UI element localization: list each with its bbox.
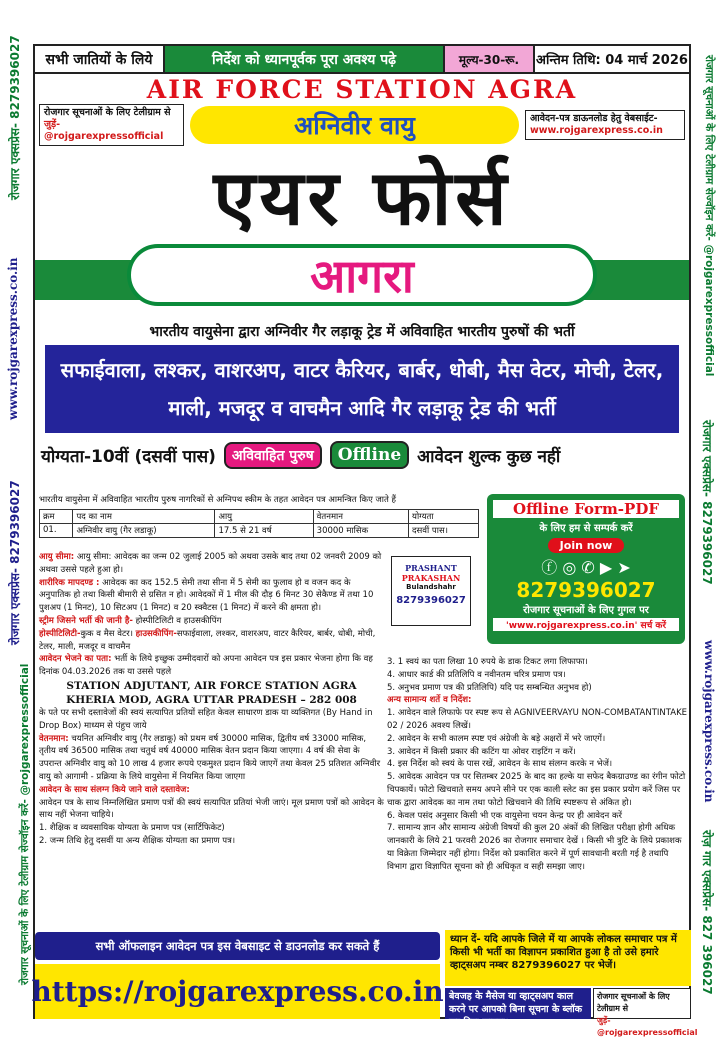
age-text: आयु सीमा: आवेदक का जन्म 02 जुलाई 2005 को अथवा उसके बाद तथा 02 जनवरी 2009 को अथवा उससे पहले हुआ हो। (39, 552, 382, 575)
table-header: क्रम (40, 509, 73, 523)
instruction-text: आवेदन वाले लिफाफे पर स्पष्ट रूप से AGNIVEERVAYU NON-COMBATANTINTAKE 02 / 2026 अवश्य लिखें। (387, 708, 688, 731)
facebook-icon[interactable]: ⓕ (541, 558, 558, 577)
website-link[interactable]: https://rojgarexpress.co.in (35, 964, 440, 1019)
eligibility: योग्यता-10वीं (दसवीं पास) (41, 446, 216, 467)
doc-item: 1. शैक्षिक व व्यवसायिक योग्यता के प्रमाण पत्र (सार्टिफिकेट) (39, 823, 225, 834)
instruction-item: 1. आवेदन वाले लिफाफे पर स्पष्ट रूप से AGNIVEERVAYU NON-COMBATANTINTAKE 02 / 2026 अवश्य लिखें। (387, 708, 688, 731)
agra-section (35, 244, 689, 316)
telegram-footer (593, 988, 698, 1037)
side-text-left-mid: www.rojgarexpress.co.in (6, 257, 20, 420)
telegram-box (39, 104, 184, 146)
logo-name2: PRAKASHAN (401, 573, 461, 583)
table-header: वेतनमान (313, 509, 408, 523)
side-text-right-bottom: रोज़ गार एक्सप्रेस- 827 396027 (700, 830, 714, 995)
phys-label: शारीरिक मापदण्ड : (39, 577, 100, 588)
send-label: आवेदन भेजने का पता: (39, 654, 112, 665)
address-after: के पते पर सभी दस्तावेजों की स्वयं सत्यापित प्रतियों सहित केवल साधारण डाक या व्यक्तिगत (By Hand in Drop Box) माध्यम से पंहुच जाये (39, 707, 373, 731)
offline-badge: Offline (330, 441, 409, 469)
promo-title: Offline Form-PDF (493, 500, 679, 518)
table-header: आयु (215, 509, 313, 523)
house-text: सफाईवाला, लश्कर, वाशरअप, वाटर कैरियर, बार्बर, धोबी, मोची, टेलर, माली, मजदूर व वाचमैन (39, 628, 376, 652)
posts-banner: सफाईवाला, लश्कर, वाशरअप, वाटर कैरियर, बार्बर, धोबी, मैस वेटर, मोची, टेलर, माली, मजदूर व वाचमैन आदि गैर लड़ाकू ट्रेड की भर्ती (45, 345, 679, 433)
other-label: अन्य सामान्य शर्ते व निर्देश: (387, 695, 472, 706)
eligibility-row (35, 433, 689, 473)
stream-text: होस्पीटिलिटी व हाउसकीपिंग (135, 615, 222, 626)
big-title: एयर फोर्स (213, 152, 511, 242)
subheading: भारतीय वायुसेना द्वारा अग्निवीर गैर लड़ाकू ट्रेड में अविवाहित भारतीय पुरुषों की भर्ती (149, 324, 575, 340)
social-icons (493, 555, 679, 578)
no-fee: आवेदन शुल्क कुछ नहीं (417, 446, 561, 467)
side-text-right-mid: रोजगार एक्सप्रेस- 8279396027 (700, 420, 714, 585)
telegram-icon[interactable]: ➤ (617, 558, 631, 577)
table-header: पद का नाम (73, 509, 215, 523)
posts-table (39, 509, 479, 538)
side-text-right-top: रोजगार सूचनाओं के लिए टेलीग्राम सेज्वॉइन करें- @rojgarexpressofficial (703, 55, 715, 377)
right-column (387, 656, 689, 874)
address-line1: STATION ADJUTANT, AIR FORCE STATION AGRA (66, 679, 357, 692)
instruction-item: 5. आवेदक आवेदन पत्र पर सितम्बर 2025 के बाद का हल्के या सफेद बैकग्राउण्ड का रंगीन फोटो चिपकायें। फोटो खिचवाते समय अपने सीने पर एक काली स्लेट का इस प्रकार प्रयोग करें जिस पर चाक द्वारा आवेदक का नाम तथा फोटो खिचवाने की तिथि स्पष्टरूप से अंकित हो। (387, 772, 686, 808)
side-text-left-bottom: रोजगार सूचनाओं के लिए टेलीग्राम सेज्वॉइन करें- @rojgarexpressofficial (19, 663, 31, 985)
hosp-label: होस्पीटिलिटी- (39, 628, 81, 639)
telegram-line2: जुड़ें- @rojgarexpressofficial (44, 119, 164, 142)
instruction-text: आवेदन के सभी कालम स्पष्ट एवं अंग्रेजी के बड़े अक्षरों में भरे जाएगें। (397, 733, 606, 744)
instruction-item: 2. आवेदन के सभी कालम स्पष्ट एवं अंग्रेजी के बड़े अक्षरों में भरे जाएगें। (387, 733, 606, 744)
last-date: अन्तिम तिथि: 04 मार्च 2026 (536, 53, 688, 68)
instruction-text: सामान्य ज्ञान और सामान्य अंग्रेजी विषयों की कुल 20 अंकों की लिखित परीक्षा होगी अधिक जानकारी के लिये 21 फरवरी 2026 का रोजगार समाचार देखें । किसी भी त्रुटि के लिये प्रकाशक या विक्रेता जिम्मेदार नहीं होगा। निर्देश को प्रकाशित करने में पूर्ण सावधानी बरती गई है तथापि विभाग द्वारा विज्ञापित सूचना को ही अधिकृत व सही समझा जाए। (387, 823, 682, 872)
top-header (35, 46, 689, 74)
promo-google: रोजगार सूचनाओं के लिए गुगल पर (523, 605, 649, 616)
whatsapp-icon[interactable]: ✆ (581, 558, 595, 577)
age-label: आयु सीमा: (39, 552, 75, 562)
instruction-text: आवेदन में किसी प्रकार की कटिंग या ओवर राइटिंग न करें। (397, 746, 576, 757)
unmarried-badge: अविवाहित पुरुष (224, 442, 322, 469)
phys-text: आवेदक का कद 152.5 सेमी तथा सीना में 5 सेमी का फुलाव हो व वजन कद के अनुपातिक हो तथा किसी बीमारी से ग्रसित न हो। आवेदकों में 1 मील की दौड़ 6 मिनट 30 सेकैण्ड में तथा 10 पुशअप (1 मिनट), 10 सिटअप (1 मिनट) व 20 स्क्वैटस (1 मिनट) में करने की क्षमता हो। (39, 577, 374, 614)
download-line2: www.rojgarexpress.co.in (530, 125, 663, 136)
salary-text: चयनित अग्निवीर वायु (गैर लडाकू) को प्रथम वर्ष 30000 मासिक, द्वितीय वर्ष 33000 मासिक, तृतीय वर्ष 36500 मासिक तथा चतुर्थ वर्ष 40000 मासिक वेतन प्रदान किया जाएगा। 4 वर्ष की सेवा के उपरान्त अग्निवीर वायु को 10 लाख 4 हजार रूपये एकमुश्त प्रदान किये जाएगें तथा केवल 25 प्रतिशत अग्निवीर वायु को आगामी - प्रक्रिया के लिये वायुसेना में नियमित किया जाएगा (39, 733, 381, 782)
instruction-item: 7. सामान्य ज्ञान और सामान्य अंग्रेजी विषयों की कुल 20 अंकों की लिखित परीक्षा होगी अधिक जानकारी के लिये 21 फरवरी 2026 का रोजगार समाचार देखें । किसी भी त्रुटि के लिये प्रकाशक या विक्रेता जिम्मेदार नहीं होगा। निर्देश को प्रकाशित करने में पूर्ण सावधानी बरती गई है तथापि विभाग द्वारा विज्ञापित सूचना को ही अधिकृत व सही समझा जाए। (387, 823, 682, 872)
table-header: योग्यता (409, 509, 479, 523)
join-button[interactable]: Join now (548, 538, 625, 553)
docs-label: आवेदन के साथ संलग्न किये जाने वाले दस्तावेज: (39, 784, 190, 795)
instruction-item: 3. आवेदन में किसी प्रकार की कटिंग या ओवर राइटिंग न करें। (387, 746, 576, 757)
instruction-item: 6. केवल पसंद अनुसार किसी भी एक वायुसेना चयन केन्द्र पर ही आवेदन करें (387, 810, 622, 821)
all-castes: सभी जातियों के लिये (35, 46, 165, 72)
instruction-item: 4. इस निर्देश को स्वयं के पास रखें, आवेदन के साथ संलग्न करके न भेजें। (387, 759, 613, 770)
logo-city: Bulandshahr (406, 583, 456, 591)
main-title: AIR FORCE STATION AGRA (146, 74, 578, 104)
intro-block (39, 494, 487, 538)
send-text: भर्ती के लिये इच्छुक उम्मीदवारों को अपना आवेदन पत्र इस प्रकार भेजना होगा कि वह दिनांक 04.03.2026 तक या उससे पहले (39, 654, 373, 678)
logo-name1: PRASHANT (405, 563, 457, 573)
instruction-text: केवल पसंद अनुसार किसी भी एक वायुसेना चयन केन्द्र पर ही आवेदन करें (397, 810, 622, 821)
instruction-banner: निर्देश को ध्यानपूर्वक पूरा अवश्य पढ़े (165, 46, 445, 72)
youtube-icon[interactable]: ▶ (599, 558, 613, 577)
promo-contact: के लिए हम से सम्पर्क करें (539, 523, 633, 534)
side-text-left-low: रोजगार एक्सप्रेस- 8279396027 (8, 480, 22, 645)
spam-warning: बेवजह के मैसेज या व्हाट्सअप काल करने पर आपको बिना सूचना के ब्लॉक कर दिया जाएगा। (445, 988, 591, 1019)
doc-item: 2. जन्म तिथि हेतु दसवीं या अन्य शैक्षिक योग्यता का प्रमाण पत्र। (39, 835, 236, 846)
address-line2: KHERIA MOD, AGRA UTTAR PRADESH – 282 008 (66, 693, 357, 706)
instruction-text: इस निर्देश को स्वयं के पास रखें, आवेदन के साथ संलग्न करके न भेजें। (397, 759, 613, 770)
table-header-row (40, 509, 479, 523)
telegram-footer-line1: रोजगार सूचनाओं के लिए टेलीग्राम से (597, 992, 670, 1013)
docs-text: आवेदन पत्र के साथ निम्नलिखित प्रमाण पत्रों की स्वयं सत्यापित प्रतियां भेजी जाएं। मूल प्रमाण पत्रों को आवेदन के साथ नहीं भेजना चाहिये। (39, 797, 384, 821)
promo-site: 'www.rojgarexpress.co.in' सर्च करें (493, 618, 679, 631)
telegram-line1: रोजगार सूचनाओं के लिए टेलीग्राम से (44, 107, 171, 118)
hosp-text: कुक व मैस वेटर। (80, 628, 133, 639)
salary-label: वेतनमान: (39, 733, 69, 744)
table-cell: अग्निवीर वायु (गैर लडाकू) (73, 523, 215, 537)
stream-label: स्ट्रीम जिसने भर्ती की जानी है- (39, 615, 133, 626)
table-cell: 01. (40, 523, 73, 537)
agniveer-title: अग्निवीर वायु (190, 106, 519, 144)
table-cell: 17.5 से 21 वर्ष (215, 523, 313, 537)
doc-item: 4. आधार कार्ड की प्रतिलिपि व नवीनतम चरित्र प्रमाण पत्र। (387, 669, 566, 680)
page (31, 44, 698, 1037)
promo-phone: 8279396027 (516, 578, 656, 602)
intro-text: भारतीय वायुसेना में अविवाहित भारतीय पुरुष नागरिकों से अग्निपथ स्कीम के तहत आवेदन पत्र आमन्त्रित किए जाते हैं (39, 495, 397, 505)
agra-title: आगरा (127, 244, 597, 306)
side-text-left-top: रोजगार एक्सप्रेस- 8279396027 (8, 35, 22, 200)
price: मूल्य-30-रू. (445, 46, 535, 72)
table-row (40, 523, 479, 537)
house-label: हाउसकीपिंग- (135, 628, 177, 639)
download-line1: आवेदन-पत्र डाऊनलोड हेतु वेबसाईट- (530, 113, 658, 124)
logo-phone: 8279396027 (396, 595, 466, 606)
telegram-footer-line2: जुड़ें- @rojgarexpressofficial (597, 1016, 698, 1037)
instruction-text: आवेदक आवेदन पत्र पर सितम्बर 2025 के बाद का हल्के या सफेद बैकग्राउण्ड का रंगीन फोटो चिपकायें। फोटो खिचवाते समय अपने सीने पर एक काली स्लेट का इस प्रकार प्रयोग करें जिस पर चाक द्वारा आवेदक का नाम तथा फोटो खिचवाने की तिथि स्पष्टरूप से अंकित हो। (387, 772, 686, 808)
doc-item: 3. 1 स्वयं का पता लिखा 10 रुपये के डाक टिकट लगा लिफाफा। (387, 657, 588, 667)
info-row (35, 104, 689, 146)
instagram-icon[interactable]: ◎ (562, 558, 577, 577)
side-text-right-low: www.rojgarexpress.co.in (702, 640, 716, 803)
promo-box (487, 494, 685, 644)
left-column (39, 551, 384, 848)
table-cell: दसवीं पास। (409, 523, 479, 537)
publisher-logo (391, 556, 471, 626)
doc-item: 5. अनुभव प्रमाण पत्र की प्रतिलिपि) यदि पद सम्बन्धित अनुभव हो) (387, 682, 592, 693)
table-cell: 30000 मासिक (313, 523, 408, 537)
attention-note: ध्यान दें- यदि आपके जिले में या आपके लोकल समाचार पत्र में किसी भी भर्ती का विज्ञापन प्रकाशित हुआ है तो उसे हमारे व्हाट्सअप नम्बर 8279396027 पर भेजें। (445, 930, 691, 986)
download-box (525, 110, 685, 140)
download-banner: सभी ऑफलाइन आवेदन पत्र इस वेबसाइट से डाउनलोड कर सकते हैं (35, 932, 440, 960)
